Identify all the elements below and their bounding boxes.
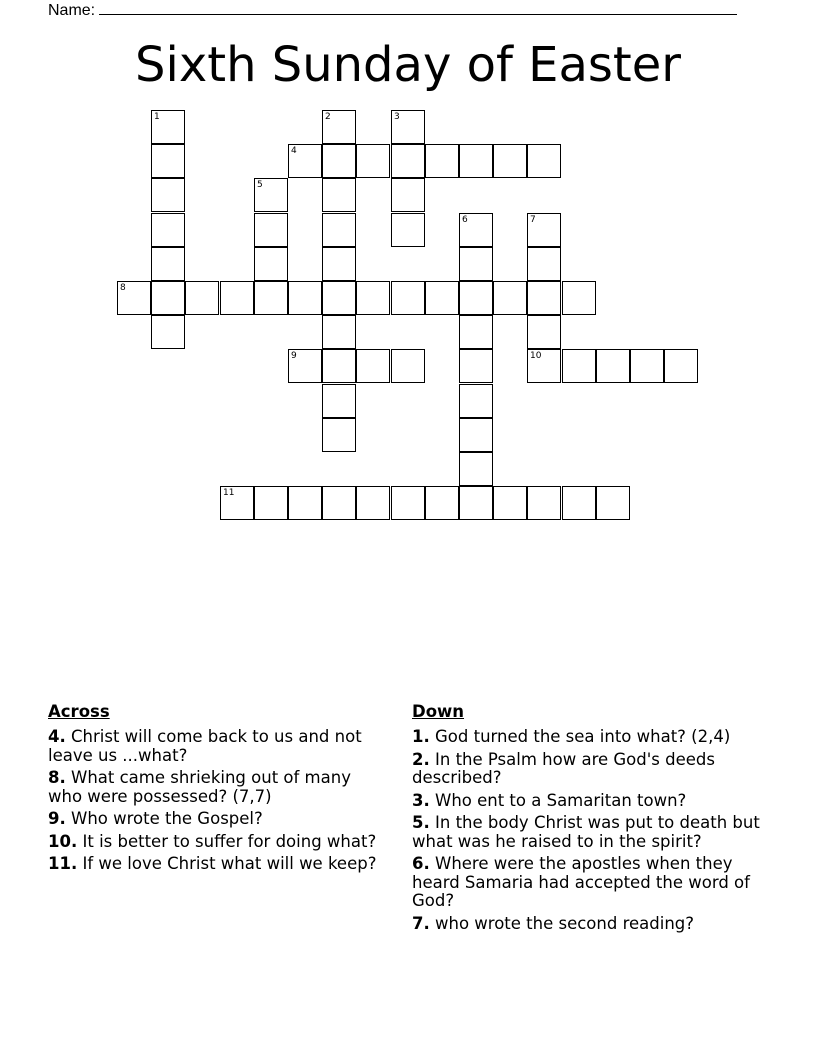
grid-cell[interactable] [322,110,356,144]
grid-cell[interactable] [356,144,390,178]
grid-cell[interactable] [322,486,356,520]
grid-cell[interactable] [288,144,322,178]
grid-cell[interactable] [391,213,425,247]
grid-cell[interactable] [425,281,459,315]
grid-cell[interactable] [356,349,390,383]
grid-cell[interactable] [322,213,356,247]
grid-cell[interactable] [459,486,493,520]
cell-number: 7 [530,215,536,225]
name-label: Name: [48,2,96,19]
clue-across-10: 10. It is better to suffer for doing what? [48,831,377,851]
down-clues [412,702,762,937]
clue-across-8: 8. What came shrieking out of many who were possessed? (7,7) [48,768,351,806]
grid-cell[interactable] [493,486,527,520]
grid-cell[interactable] [630,349,664,383]
grid-cell[interactable] [596,486,630,520]
grid-cell[interactable] [527,486,561,520]
grid-cell[interactable] [254,178,288,212]
across-clues [48,702,388,878]
grid-cell[interactable] [459,315,493,349]
cell-number: 8 [120,283,126,293]
grid-cell[interactable] [459,418,493,452]
grid-cell[interactable] [562,486,596,520]
grid-cell[interactable] [220,281,254,315]
grid-cell[interactable] [254,486,288,520]
grid-cell[interactable] [527,144,561,178]
grid-cell[interactable] [493,281,527,315]
clue-down-2: 2. In the Psalm how are God's deeds described? [412,749,715,787]
grid-cell[interactable] [493,144,527,178]
grid-cell[interactable] [117,281,151,315]
grid-cell[interactable] [151,178,185,212]
cell-number: 3 [394,112,400,122]
grid-cell[interactable] [596,349,630,383]
grid-cell[interactable] [151,247,185,281]
clue-down-3: 3. Who ent to a Samaritan town? [412,790,687,810]
across-heading: Across [48,702,110,721]
cell-number: 11 [223,488,235,498]
grid-cell[interactable] [391,349,425,383]
page-title: Sixth Sunday of Easter [135,37,681,93]
grid-cell[interactable] [151,315,185,349]
grid-cell[interactable] [322,349,356,383]
grid-cell[interactable] [391,178,425,212]
grid-cell[interactable] [322,315,356,349]
grid-cell[interactable] [322,247,356,281]
clue-across-4: 4. Christ will come back to us and not leave us ...what? [48,727,362,765]
cell-number: 5 [257,180,263,190]
grid-cell[interactable] [288,281,322,315]
cell-number: 1 [154,112,160,122]
grid-cell[interactable] [220,486,254,520]
grid-cell[interactable] [391,144,425,178]
clue-across-9: 9. Who wrote the Gospel? [48,809,263,828]
cell-number: 9 [291,351,297,361]
clue-down-5: 5. In the body Christ was put to death but what was he raised to in the spirit? [412,813,760,851]
grid-cell[interactable] [527,213,561,247]
grid-cell[interactable] [459,281,493,315]
grid-cell[interactable] [322,418,356,452]
grid-cell[interactable] [151,281,185,315]
grid-cell[interactable] [322,384,356,418]
grid-cell[interactable] [527,315,561,349]
grid-cell[interactable] [391,110,425,144]
grid-cell[interactable] [322,281,356,315]
name-field[interactable] [48,0,737,20]
grid-cell[interactable] [254,213,288,247]
grid-cell[interactable] [322,144,356,178]
grid-cell[interactable] [185,281,219,315]
grid-cell[interactable] [562,281,596,315]
grid-cell[interactable] [459,349,493,383]
grid-cell[interactable] [151,110,185,144]
grid-cell[interactable] [151,213,185,247]
grid-cell[interactable] [664,349,698,383]
cell-number: 10 [530,351,542,361]
down-heading: Down [412,702,465,721]
grid-cell[interactable] [288,486,322,520]
grid-cell[interactable] [459,384,493,418]
grid-cell[interactable] [391,281,425,315]
grid-cell[interactable] [527,281,561,315]
grid-cell[interactable] [527,247,561,281]
name-line[interactable] [99,0,737,15]
clue-down-7: 7. who wrote the second reading? [412,913,695,933]
grid-cell[interactable] [391,486,425,520]
cell-number: 6 [462,215,468,225]
grid-cell[interactable] [527,349,561,383]
grid-cell[interactable] [254,247,288,281]
grid-cell[interactable] [254,281,288,315]
grid-cell[interactable] [425,144,459,178]
grid-cell[interactable] [459,247,493,281]
grid-cell[interactable] [562,349,596,383]
clue-down-1: 1. God turned the sea into what? (2,4) [412,727,731,746]
grid-cell[interactable] [151,144,185,178]
cell-number: 2 [325,112,331,122]
clue-down-6: 6. Where were the apostles when they heard Samaria had accepted the word of God? [412,854,750,910]
grid-cell[interactable] [459,452,493,486]
grid-cell[interactable] [288,349,322,383]
clue-across-11: 11. If we love Christ what will we keep? [48,854,377,873]
grid-cell[interactable] [356,281,390,315]
grid-cell[interactable] [459,213,493,247]
cell-number: 4 [291,146,297,156]
grid-cell[interactable] [459,144,493,178]
grid-cell[interactable] [425,486,459,520]
grid-cell[interactable] [356,486,390,520]
grid-cell[interactable] [322,178,356,212]
